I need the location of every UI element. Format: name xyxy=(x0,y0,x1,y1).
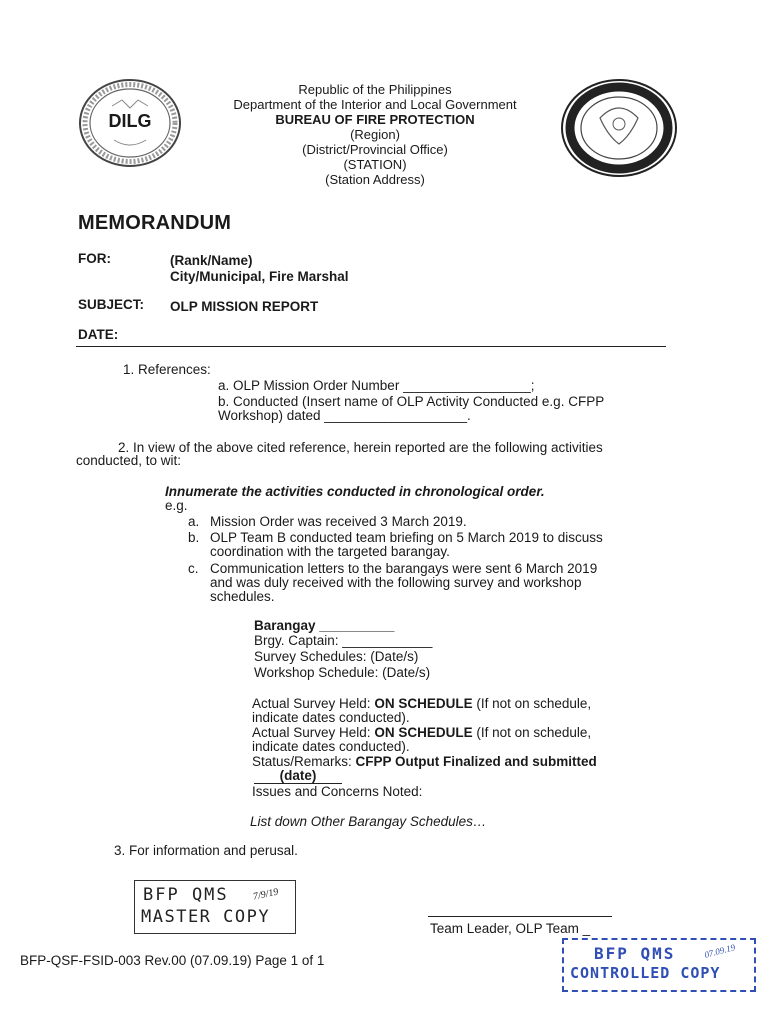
list-item-line: and was duly received with the following survey and workshop xyxy=(210,575,582,590)
status-remarks xyxy=(252,754,597,769)
status-remarks-value: CFPP Output Finalized and submitted xyxy=(355,754,597,769)
controlled-stamp-initials: 07.09.19 xyxy=(703,942,737,960)
status-remarks-label: Status/Remarks: xyxy=(252,754,356,769)
master-stamp-line2: MASTER COPY xyxy=(141,907,271,927)
list-item-line: OLP Team B conducted team briefing on 5 March 2019 to discuss xyxy=(210,530,603,545)
master-stamp-line1: BFP QMS xyxy=(143,885,229,905)
memo-title: MEMORANDUM xyxy=(78,212,232,234)
list-item-line: Communication letters to the barangays were sent 6 March 2019 xyxy=(210,561,598,576)
actual-survey-2-pre: Actual Survey Held: xyxy=(252,725,375,740)
paragraph3: 3. For information and perusal. xyxy=(114,843,298,858)
issues-concerns: Issues and Concerns Noted: xyxy=(252,784,423,799)
for-rank-name: (Rank/Name) xyxy=(170,253,253,268)
date-label: DATE: xyxy=(78,327,119,342)
header-republic: Republic of the Philippines xyxy=(298,82,452,97)
barangay-field: Barangay __________ xyxy=(254,618,395,633)
actual-survey-2-post: (If not on schedule, xyxy=(472,725,592,740)
list-down-schedules: List down Other Barangay Schedules… xyxy=(250,814,487,829)
actual-survey-2-status: ON SCHEDULE xyxy=(374,725,473,740)
date-rule xyxy=(76,346,666,347)
controlled-stamp-line2: CONTROLLED COPY xyxy=(570,964,721,982)
list-item-letter: a. xyxy=(188,514,200,529)
reference-a: a. OLP Mission Order Number _________________; xyxy=(218,378,535,393)
actual-survey-2 xyxy=(252,725,591,740)
signature-line xyxy=(428,916,612,917)
list-item-letter: b. xyxy=(188,530,200,545)
subject-value: OLP MISSION REPORT xyxy=(170,299,319,314)
header-district: (District/Provincial Office) xyxy=(302,142,448,157)
eg-text: e.g. xyxy=(165,498,188,513)
reference-b-line2: Workshop) dated ___________________. xyxy=(218,408,471,423)
references-heading: 1. References: xyxy=(123,362,211,377)
team-leader-label: Team Leader, OLP Team _ xyxy=(430,921,591,936)
actual-survey-1-pre: Actual Survey Held: xyxy=(252,696,375,711)
actual-survey-1-post: (If not on schedule, xyxy=(472,696,592,711)
dilg-seal-logo xyxy=(78,78,182,168)
status-date: (date) xyxy=(254,768,342,784)
paragraph2-line2: conducted, to wit: xyxy=(76,453,182,468)
actual-survey-1 xyxy=(252,696,591,711)
controlled-copy-stamp xyxy=(562,938,756,992)
bfp-seal-logo xyxy=(560,78,678,178)
paragraph2-line1: 2. In view of the above cited reference, herein reported are the following activities xyxy=(118,440,603,455)
list-item-letter: c. xyxy=(188,561,199,576)
subject-label: SUBJECT: xyxy=(78,297,145,312)
list-item-line: schedules. xyxy=(210,589,275,604)
survey-schedule: Survey Schedules: (Date/s) xyxy=(254,649,419,664)
header-station: (STATION) xyxy=(343,157,407,172)
actual-survey-2-line2: indicate dates conducted). xyxy=(252,739,410,754)
dilg-seal-text: DILG xyxy=(108,111,152,131)
controlled-stamp-line1: BFP QMS xyxy=(594,944,676,963)
actual-survey-1-line2: indicate dates conducted). xyxy=(252,710,410,725)
reference-b-line1: b. Conducted (Insert name of OLP Activity Conducted e.g. CFPP xyxy=(218,394,605,409)
actual-survey-1-status: ON SCHEDULE xyxy=(374,696,473,711)
captain-field: Brgy. Captain: ____________ xyxy=(254,633,433,648)
list-item-line: coordination with the targeted barangay. xyxy=(210,544,450,559)
instruction-text: Innumerate the activities conducted in chronological order. xyxy=(165,484,545,499)
master-copy-stamp xyxy=(134,880,296,934)
header-bureau: BUREAU OF FIRE PROTECTION xyxy=(275,112,475,127)
master-stamp-initials: 7/9/19 xyxy=(252,886,280,903)
footer-document-code: BFP-QSF-FSID-003 Rev.00 (07.09.19) Page 1 of 1 xyxy=(20,953,325,968)
list-item-line: Mission Order was received 3 March 2019. xyxy=(210,514,467,529)
for-label: FOR: xyxy=(78,251,111,266)
workshop-schedule: Workshop Schedule: (Date/s) xyxy=(254,665,431,680)
header-region: (Region) xyxy=(350,127,400,142)
for-fire-marshal: City/Municipal, Fire Marshal xyxy=(170,269,349,284)
header-station-address: (Station Address) xyxy=(325,172,425,187)
header-department: Department of the Interior and Local Government xyxy=(233,97,517,112)
